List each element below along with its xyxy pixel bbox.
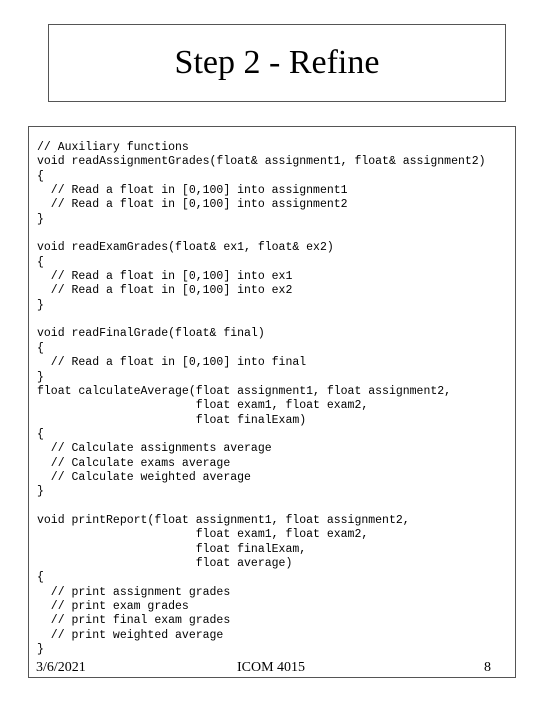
code-line: } — [37, 485, 44, 499]
code-line: { — [37, 169, 44, 183]
footer-page-number: 8 — [484, 660, 491, 675]
code-line: // Auxiliary functions — [37, 141, 189, 154]
code-line — [37, 500, 486, 514]
code-line: { — [37, 341, 44, 355]
footer-date: 3/6/2021 — [36, 660, 86, 675]
code-line: float calculateAverage(float assignment1, float assignment2, — [37, 384, 452, 398]
code-line: // Read a float in [0,100] into assignment2 — [37, 198, 348, 212]
code-line: void readExamGrades(float& ex1, float& ex2) — [37, 241, 334, 255]
footer-course: ICOM 4015 — [237, 660, 306, 675]
code-line: // Read a float in [0,100] into final — [37, 356, 307, 370]
code-line: } — [37, 370, 44, 384]
code-line: // Calculate assignments average — [37, 442, 272, 456]
code-line: float average) — [37, 556, 293, 570]
code-line: // Calculate weighted average — [37, 470, 251, 484]
code-line: // print exam grades — [37, 600, 189, 613]
code-line: float finalExam, — [37, 542, 307, 556]
code-line: { — [37, 255, 44, 269]
code-line: { — [37, 427, 44, 441]
title-box — [48, 24, 506, 102]
code-line: // Read a float in [0,100] into assignment1 — [37, 184, 348, 198]
code-line: // Read a float in [0,100] into ex1 — [37, 270, 293, 284]
code-line: } — [37, 643, 44, 657]
code-line — [37, 227, 486, 241]
code-line: } — [37, 212, 44, 226]
code-line: { — [37, 571, 44, 585]
code-line: // Calculate exams average — [37, 456, 231, 470]
code-line: // print assignment grades — [37, 585, 231, 599]
code-line: void readAssignmentGrades(float& assignment1, float& assignment2) — [37, 155, 486, 169]
code-line: } — [37, 298, 44, 312]
code-line: float finalExam) — [37, 413, 307, 427]
code-line: void printReport(float assignment1, float assignment2, — [37, 513, 410, 527]
code-line: // print weighted average — [37, 628, 224, 642]
code-line: float exam1, float exam2, — [37, 528, 369, 542]
code-block — [37, 141, 486, 657]
code-line — [37, 313, 486, 327]
code-line: // Read a float in [0,100] into ex2 — [37, 284, 293, 298]
slide-title: Step 2 - Refine — [174, 44, 380, 81]
code-line: float exam1, float exam2, — [37, 399, 369, 413]
code-line: // print final exam grades — [37, 614, 231, 628]
code-line: void readFinalGrade(float& final) — [37, 327, 265, 341]
